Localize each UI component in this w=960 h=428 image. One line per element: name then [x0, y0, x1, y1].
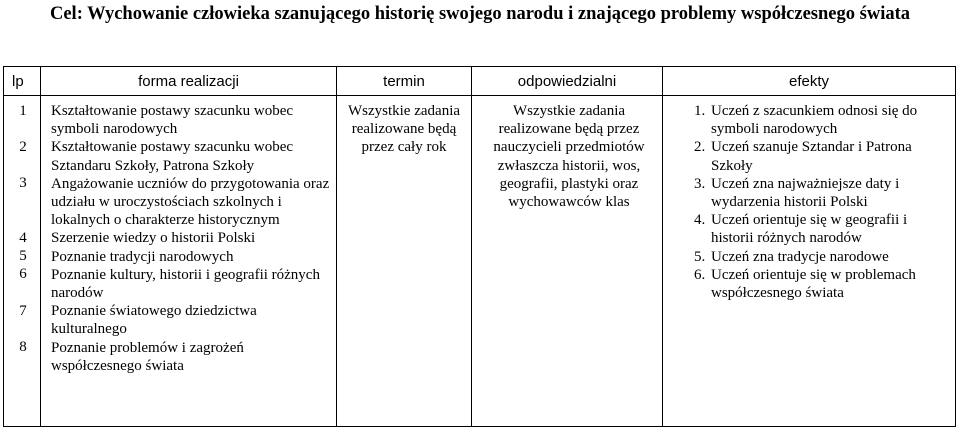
row-number: 3	[19, 175, 27, 191]
list-item: Angażowanie uczniów do przygotowania oraz udziału w uroczystościach szkolnych i lokalnych o charakterze historycznym	[51, 175, 330, 229]
document-title: Cel: Wychowanie człowieka szanującego historię swojego narodu i znającego problemy współczesnego świata	[49, 4, 910, 24]
list-item: Poznanie światowego dziedzictwa kulturalnego	[51, 303, 257, 338]
list-item: 3. Uczeń zna najważniejsze daty i wydarzenia historii Polski	[709, 175, 951, 211]
efekty-list	[669, 102, 951, 302]
row-number: 8	[19, 339, 27, 355]
forma-realizacji-column	[41, 96, 337, 427]
list-item: 1. Uczeń z szacunkiem odnosi się do symboli narodowych	[709, 102, 951, 138]
row-number: 5	[19, 248, 27, 264]
efekty-cell	[663, 96, 956, 427]
lp-column	[4, 96, 41, 427]
odpowiedzialni-text: Wszystkie zadania realizowane będą przez nauczycieli przedmiotów zwłaszcza historii, wos, geografii, plastyki oraz wychowawców klas	[493, 103, 645, 211]
row-number: 7	[19, 303, 27, 319]
header-odpowiedzialni: odpowiedzialni	[472, 67, 663, 96]
header-termin: termin	[337, 67, 472, 96]
list-item: Szerzenie wiedzy o historii Polski	[51, 230, 256, 247]
list-item: 2. Uczeń szanuje Sztandar i Patrona Szkoły	[709, 138, 951, 174]
list-item: Poznanie kultury, historii i geografii różnych narodów	[51, 266, 320, 302]
list-item: Kształtowanie postawy szacunku wobec Sztandaru Szkoły, Patrona Szkoły	[51, 139, 294, 174]
list-item: Kształtowanie postawy szacunku wobec symboli narodowych	[51, 103, 294, 138]
list-item: 6. Uczeń orientuje się w problemach współczesnego świata	[709, 266, 951, 302]
odpowiedzialni-cell	[472, 96, 663, 427]
row-number: 6	[19, 266, 27, 282]
row-number: 1	[19, 103, 27, 119]
list-item: Poznanie problemów i zagrożeń współczesnego świata	[51, 339, 244, 374]
header-forma-realizacji: forma realizacji	[41, 67, 337, 96]
list-item: Poznanie tradycji narodowych	[51, 248, 234, 265]
table-row	[4, 96, 956, 427]
table-header-row	[4, 67, 956, 96]
termin-cell	[337, 96, 472, 427]
plan-table	[3, 66, 956, 427]
header-lp: lp	[4, 67, 41, 96]
list-item: 5. Uczeń zna tradycje narodowe	[709, 248, 951, 266]
list-item: 4. Uczeń orientuje się w geografii i historii różnych narodów	[709, 211, 951, 247]
termin-text: Wszystkie zadania realizowane będą przez cały rok	[347, 103, 461, 156]
row-number: 2	[19, 139, 27, 155]
header-efekty: efekty	[663, 67, 956, 96]
row-number: 4	[19, 230, 27, 246]
